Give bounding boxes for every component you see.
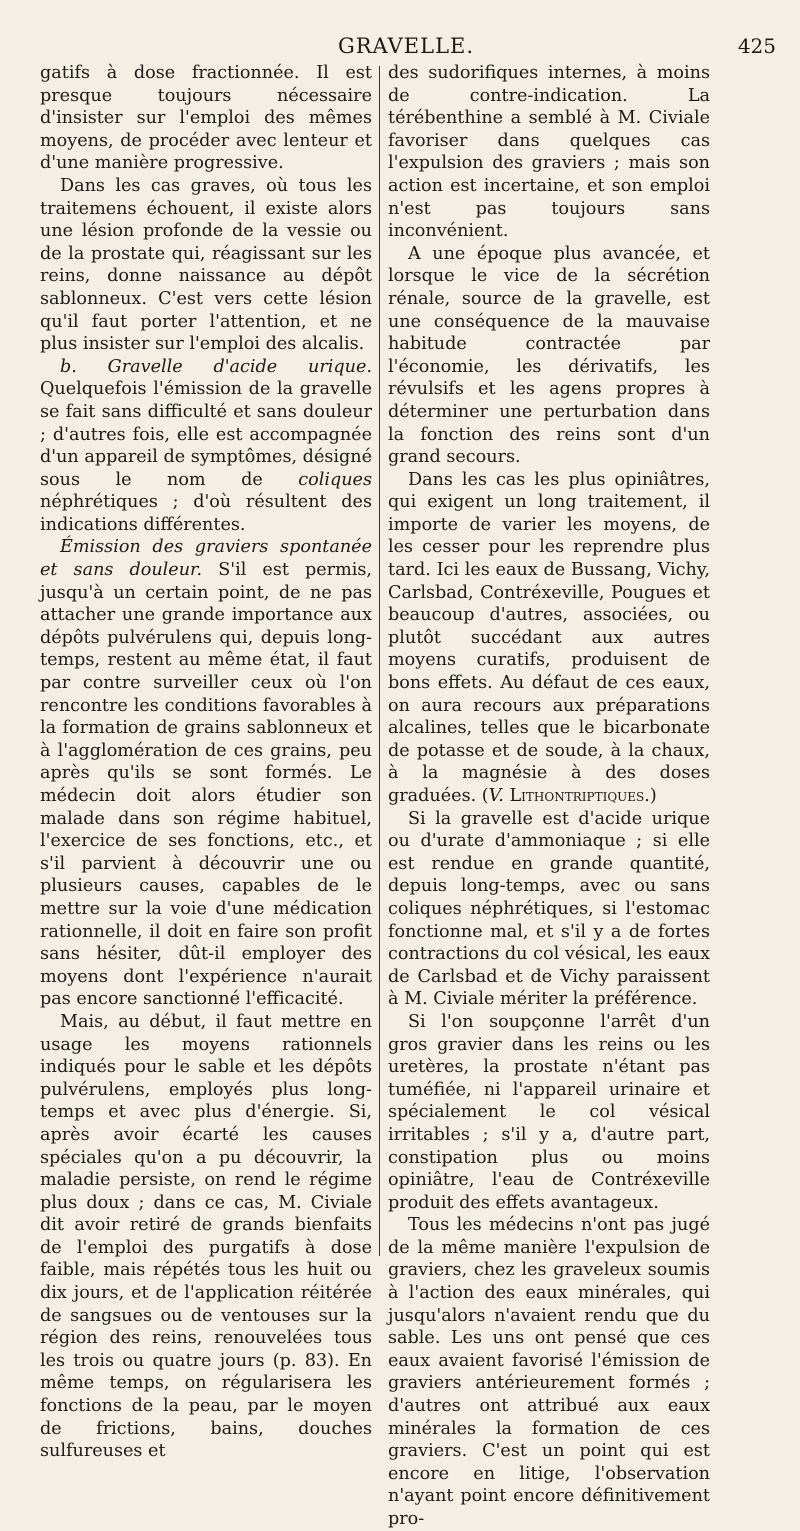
paragraph bbox=[40, 536, 372, 1010]
section-heading: Émission des graviers spontanée et sans douleur. bbox=[40, 537, 372, 581]
paragraph-text: ) bbox=[649, 786, 657, 806]
running-title: GRAVELLE. bbox=[337, 34, 475, 58]
paragraph: Dans les cas graves, où tous les traitemens échouent, il existe alors une lésion profonde de la vessie ou de la prostate qui, réagissant sur les reins, donne naissance au dépôt sablonneux. C'est vers cette lésion qu'il faut porter l'attention, et ne plus insister sur l'emploi des alcalis. bbox=[40, 175, 372, 355]
paragraph: Si la gravelle est d'acide urique ou d'urate d'ammoniaque ; si elle est rendue en grande quantité, depuis long-temps, avec ou sans coliques néphrétiques, si l'estomac fonctionne mal, et s'il y a de fortes contractions du col vésical, les eaux de Carlsbad et de Vichy paraissent à M. Civiale mériter la préférence. bbox=[388, 808, 710, 1010]
paragraph bbox=[40, 356, 372, 537]
paragraph-text: Quelquefois l'émission de la gravelle se fait sans difficulté et sans douleur ; d'autres fois, elle est accompagnée d'un appareil de symptômes, désigné sous le nom de bbox=[40, 379, 373, 490]
right-column bbox=[388, 62, 710, 1531]
paragraph-text: Dans les cas les plus opiniâtres, qui exigent un long traitement, il importe de varier les moyens, de les cesser pour les reprendre plus tard. Ici les eaux de Bussang, Vichy, Carlsbad, Contréxeville, Pougues et beaucoup d'autres, associées, ou plutôt succédant aux autres moyens curatifs, produisent de bons effets. Au défaut de ces eaux, on aura recours aux préparations alcalines, telles que le bicarbonate de potasse et de soude, à la chaux, à la magnésie à des doses graduées. ( bbox=[388, 469, 710, 806]
emphasis: V. bbox=[488, 786, 504, 806]
left-column bbox=[40, 62, 372, 1463]
paragraph-text: néphrétiques ; d'où résultent des indications différentes. bbox=[40, 492, 372, 535]
paragraph: Mais, au début, il faut mettre en usage les moyens rationnels indiqués pour le sable et les dépôts pulvérulens, employés plus long-temps et avec plus d'énergie. Si, après avoir écarté les causes spéciales qu'on a pu découvrir, la maladie persiste, on rend le régime plus doux ; dans ce cas, M. Civiale dit avoir retiré de grands bienfaits de l'emploi des purgatifs à dose faible, mais répétés tous les huit ou dix jours, et de l'application réitérée de sangsues ou de ventouses sur la région des reins, renouvelées tous les trois ou quatre jours (p. 83). En même temps, on régularisera les fonctions de la peau, par le moyen de frictions, bains, douches sulfureuses et bbox=[40, 1011, 372, 1462]
paragraph-text: S'il est permis, jusqu'à un certain point, de ne pas attacher une grande importance aux dépôts pulvérulens qui, depuis long-temps, restent au même état, il faut par contre surveiller ceux où l'on rencontre les conditions favorables à la formation de grains sablonneux et à l'agglomération de ces grains, peu après qu'ils se sont formés. Le médecin doit alors étudier son malade dans son régime habituel, l'exercice de ses fonctions, etc., et s'il parvient à découvrir une ou plusieurs causes, capables de le mettre sur la voie d'une médication rationnelle, il doit en faire son profit sans hésiter, dût-il employer des moyens dont l'expérience n'aurait pas encore sanctionné l'efficacité. bbox=[40, 560, 372, 1010]
column-divider bbox=[379, 66, 380, 1256]
section-heading: b. Gravelle d'acide urique. bbox=[60, 356, 372, 377]
paragraph: Si l'on soupçonne l'arrêt d'un gros gravier dans les reins ou les uretères, la prostate n'étant pas tuméfiée, ni l'appareil urinaire et spécialement le col vésical irritables ; s'il y a, d'autre part, constipation plus ou moins opiniâtre, l'eau de Contréxeville produit des effets avantageux. bbox=[388, 1011, 710, 1213]
cross-reference: Lithontriptiques. bbox=[503, 786, 650, 806]
page-number: 425 bbox=[737, 34, 776, 58]
emphasis: coliques bbox=[298, 469, 372, 490]
paragraph: A une époque plus avancée, et lorsque le vice de la sécrétion rénale, source de la gravelle, est une conséquence de la mauvaise habitude contractée par l'économie, les dérivatifs, les révulsifs et les agens propres à déterminer une perturbation dans la fonction des reins sont d'un grand secours. bbox=[388, 243, 710, 468]
paragraph bbox=[388, 469, 710, 808]
running-header bbox=[30, 34, 782, 62]
paragraph: gatifs à dose fractionnée. Il est presque toujours nécessaire d'insister sur l'emploi des mêmes moyens, de procéder avec lenteur et d'une manière progressive. bbox=[40, 63, 372, 174]
paragraph: des sudorifiques internes, à moins de contre-indication. La térébenthine a semblé à M. Civiale favoriser dans quelques cas l'expulsion des graviers ; mais son action est incertaine, et son emploi n'est pas toujours sans inconvénient. bbox=[388, 63, 710, 242]
paragraph: Tous les médecins n'ont pas jugé de la même manière l'expulsion de graviers, chez les graveleux soumis à l'action des eaux minérales, qui jusqu'alors n'avaient rendu que du sable. Les uns ont pensé que ces eaux avaient favorisé l'émission de graviers antérieurement formés ; d'autres ont attribué aux eaux minérales la formation de ces graviers. C'est un point qui est encore en litige, l'observation n'ayant point encore définitivement pro- bbox=[388, 1215, 710, 1529]
